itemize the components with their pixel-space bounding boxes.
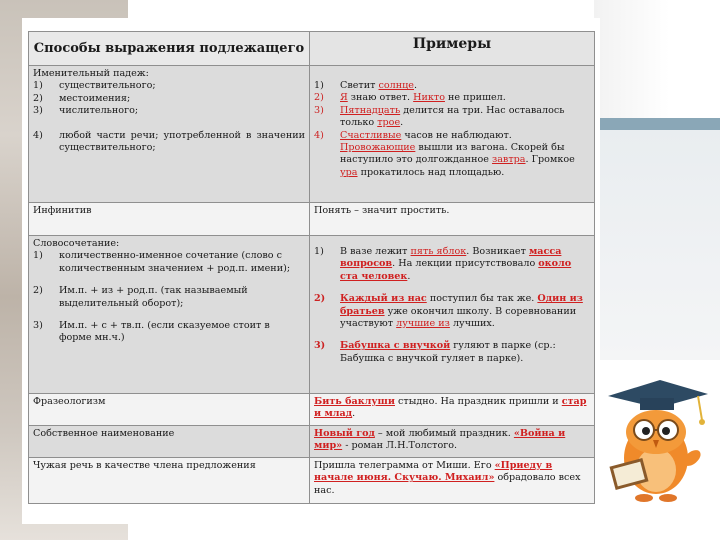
row1-right-cell [310, 66, 595, 203]
list-item: 1) количественно-именное сочетание (слово с количественным значением + род.п. имени); [33, 250, 291, 274]
row5-right-cell: Новый год – мой любимый праздник. «Война и мир» - роман Л.Н.Толстого. [310, 426, 595, 458]
example-item: 2) Каждый из нас поступил бы так же. Один из братьев уже окончил школу. В соревновании участвуют лучшие из лучших. [314, 293, 583, 330]
row5-left-cell: Собственное наименование [29, 426, 310, 458]
row3-title: Словосочетание: [33, 238, 120, 249]
row2-left-cell: Инфинитив [29, 203, 310, 236]
row4-right-cell: Бить баклуши стыдно. На праздник пришли и стар и млад. [310, 394, 595, 426]
row1-left-cell [29, 66, 310, 203]
example-item: 1) В вазе лежит пять яблок. Возникает масса вопросов. На лекции присутствовало около ста человек. [314, 246, 572, 282]
example-item: 3) Пятнадцать делится на три. Нас оставалось только трое. [314, 104, 565, 129]
header-methods: Способы выражения подлежащего [29, 32, 310, 66]
table-header-row [29, 32, 595, 66]
list-item: 2) Им.п. + из + род.п. (так называемый выделительный оборот); [33, 285, 248, 309]
owl-scholar-icon [598, 358, 716, 508]
table-row [29, 458, 595, 504]
list-item: 1) существительного; [33, 80, 156, 92]
subject-expression-table [28, 31, 595, 504]
row3-left-cell [29, 236, 310, 394]
background-right-top [594, 0, 720, 118]
table-row [29, 203, 595, 236]
row6-left-cell: Чужая речь в качестве члена предложения [29, 458, 310, 504]
example-item: 1) Светит солнце. [314, 80, 418, 91]
background-right-panel [594, 130, 720, 360]
list-item: 4) любой части речи; употребленной в значении существительного; [33, 129, 305, 154]
table-row [29, 426, 595, 458]
table-row [29, 66, 595, 203]
background-right-bar [594, 118, 720, 130]
row4-left-cell: Фразеологизм [29, 394, 310, 426]
list-item: 3) Им.п. + с + тв.п. (если сказуемое стоит в форме мн.ч.) [33, 320, 270, 344]
row3-right-cell [310, 236, 595, 394]
list-item: 3) числительного; [33, 105, 139, 117]
row6-right-cell: Пришла телеграмма от Миши. Его «Приеду в начале июня. Скучаю. Михаил» обрадовало всех нас. [310, 458, 595, 504]
example-item: 4) Счастливые часов не наблюдают. Провожающие вышли из вагона. Скорей бы наступило это долгожданное завтра. Громкое ура прокатилось над площадью. [314, 129, 575, 178]
list-item: 2) местоимения; [33, 92, 131, 104]
table-row [29, 394, 595, 426]
table-row [29, 236, 595, 394]
example-item: 2) Я знаю ответ. Никто не пришел. [314, 92, 506, 104]
example-item: 3) Бабушка с внучкой гуляют в парке (ср.: Бабушка с внучкой гуляет в парке). [314, 340, 556, 364]
header-examples: Примеры [310, 32, 595, 66]
row2-right-cell: Понять – значит простить. [310, 203, 595, 236]
row1-title: Именительный падеж: [33, 68, 149, 79]
